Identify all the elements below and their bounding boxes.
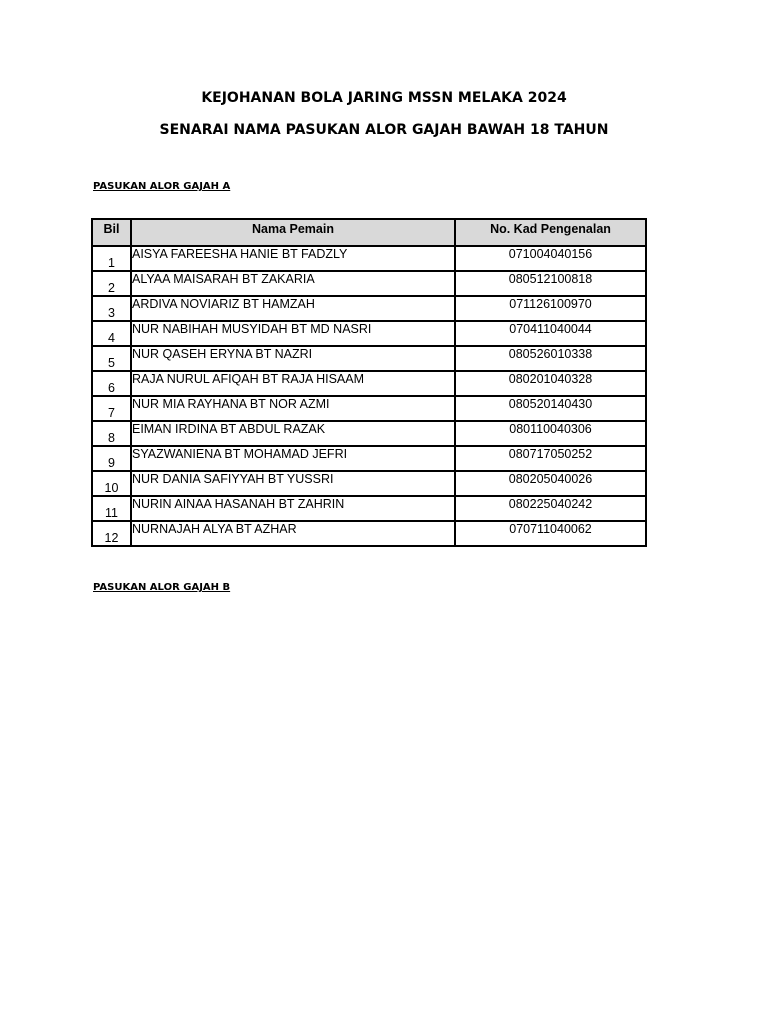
table-row	[92, 496, 646, 521]
player-number-text: 8	[108, 431, 115, 445]
player-number-cell	[92, 496, 131, 521]
column-header-bil: Bil	[92, 219, 131, 246]
player-name-cell	[131, 421, 455, 446]
player-number-cell	[92, 396, 131, 421]
player-name-cell	[131, 471, 455, 496]
player-number-cell	[92, 321, 131, 346]
player-number-cell	[92, 421, 131, 446]
player-ic-cell	[455, 496, 646, 521]
player-number-text: 1	[108, 256, 115, 270]
player-number-cell	[92, 346, 131, 371]
table-row	[92, 471, 646, 496]
player-name-text: NUR QASEH ERYNA BT NAZRI	[132, 347, 313, 361]
table-row	[92, 271, 646, 296]
player-ic-cell	[455, 521, 646, 546]
player-name-cell	[131, 396, 455, 421]
team-a-heading: PASUKAN ALOR GAJAH A	[93, 181, 231, 192]
player-name-text: NUR DANIA SAFIYYAH BT YUSSRI	[132, 472, 334, 486]
player-ic-text: 080526010338	[508, 347, 593, 361]
player-name-text: ALYAA MAISARAH BT ZAKARIA	[132, 272, 315, 286]
table-row	[92, 321, 646, 346]
player-name-text: RAJA NURUL AFIQAH BT RAJA HISAAM	[132, 372, 365, 386]
document-subtitle: SENARAI NAMA PASUKAN ALOR GAJAH BAWAH 18 TAHUN	[159, 122, 609, 138]
player-name-text: NUR NABIHAH MUSYIDAH BT MD NASRI	[132, 322, 372, 336]
table-row	[92, 346, 646, 371]
table-row	[92, 421, 646, 446]
table-row	[92, 446, 646, 471]
player-ic-text: 071004040156	[508, 247, 593, 261]
player-name-text: SYAZWANIENA BT MOHAMAD JEFRI	[132, 447, 348, 461]
player-number-text: 11	[105, 506, 118, 520]
player-name-cell	[131, 346, 455, 371]
player-ic-text: 080225040242	[508, 497, 593, 511]
player-number-cell	[92, 471, 131, 496]
player-name-text: NURNAJAH ALYA BT AZHAR	[132, 522, 297, 536]
player-ic-cell	[455, 396, 646, 421]
player-ic-text: 080201040328	[508, 372, 593, 386]
player-name-cell	[131, 521, 455, 546]
player-number-text: 12	[104, 531, 119, 545]
player-ic-cell	[455, 271, 646, 296]
player-name-text: AISYA FAREESHA HANIE BT FADZLY	[132, 247, 348, 261]
player-number-text: 4	[108, 331, 115, 345]
player-ic-text: 080520140430	[508, 397, 593, 411]
player-number-text: 9	[108, 456, 115, 470]
player-ic-text: 080205040026	[508, 472, 593, 486]
player-name-text: EIMAN IRDINA BT ABDUL RAZAK	[132, 422, 326, 436]
table-row	[92, 521, 646, 546]
player-ic-cell	[455, 296, 646, 321]
player-name-cell	[131, 296, 455, 321]
table-row	[92, 246, 646, 271]
player-ic-text: 071126100970	[509, 297, 592, 311]
player-number-text: 3	[108, 306, 115, 320]
player-number-cell	[92, 521, 131, 546]
player-ic-text: 070711040062	[509, 522, 592, 536]
column-header-name: Nama Pemain	[131, 219, 455, 246]
player-name-text: ARDIVA NOVIARIZ BT HAMZAH	[132, 297, 315, 311]
player-name-cell	[131, 496, 455, 521]
player-number-text: 5	[108, 356, 115, 370]
player-name-text: NUR MIA RAYHANA BT NOR AZMI	[132, 397, 330, 411]
player-number-text: 10	[104, 481, 119, 495]
player-ic-text: 080512100818	[508, 272, 593, 286]
player-name-cell	[131, 446, 455, 471]
table-row	[92, 396, 646, 421]
player-number-cell	[92, 296, 131, 321]
player-number-cell	[92, 246, 131, 271]
player-ic-cell	[455, 371, 646, 396]
player-number-text: 6	[108, 381, 115, 395]
player-number-cell	[92, 446, 131, 471]
player-name-cell	[131, 246, 455, 271]
player-ic-text: 070411040044	[509, 322, 592, 336]
player-number-text: 2	[108, 281, 115, 295]
player-ic-cell	[455, 446, 646, 471]
player-number-cell	[92, 271, 131, 296]
player-ic-cell	[455, 421, 646, 446]
team-b-heading: PASUKAN ALOR GAJAH B	[93, 582, 231, 593]
roster-body	[92, 246, 646, 546]
player-ic-cell	[455, 471, 646, 496]
player-ic-cell	[455, 246, 646, 271]
document-title: KEJOHANAN BOLA JARING MSSN MELAKA 2024	[201, 90, 567, 106]
column-header-ic: No. Kad Pengenalan	[455, 219, 646, 246]
player-name-cell	[131, 321, 455, 346]
player-ic-text: 080717050252	[508, 447, 593, 461]
player-number-cell	[92, 371, 131, 396]
table-header-row	[92, 219, 646, 246]
player-ic-cell	[455, 346, 646, 371]
player-ic-text: 080110040306	[509, 422, 592, 436]
player-ic-cell	[455, 321, 646, 346]
player-name-text: NURIN AINAA HASANAH BT ZAHRIN	[132, 497, 345, 511]
player-number-text: 7	[108, 406, 115, 420]
player-name-cell	[131, 371, 455, 396]
team-a-roster-table	[91, 218, 647, 547]
table-row	[92, 371, 646, 396]
player-name-cell	[131, 271, 455, 296]
table-row	[92, 296, 646, 321]
